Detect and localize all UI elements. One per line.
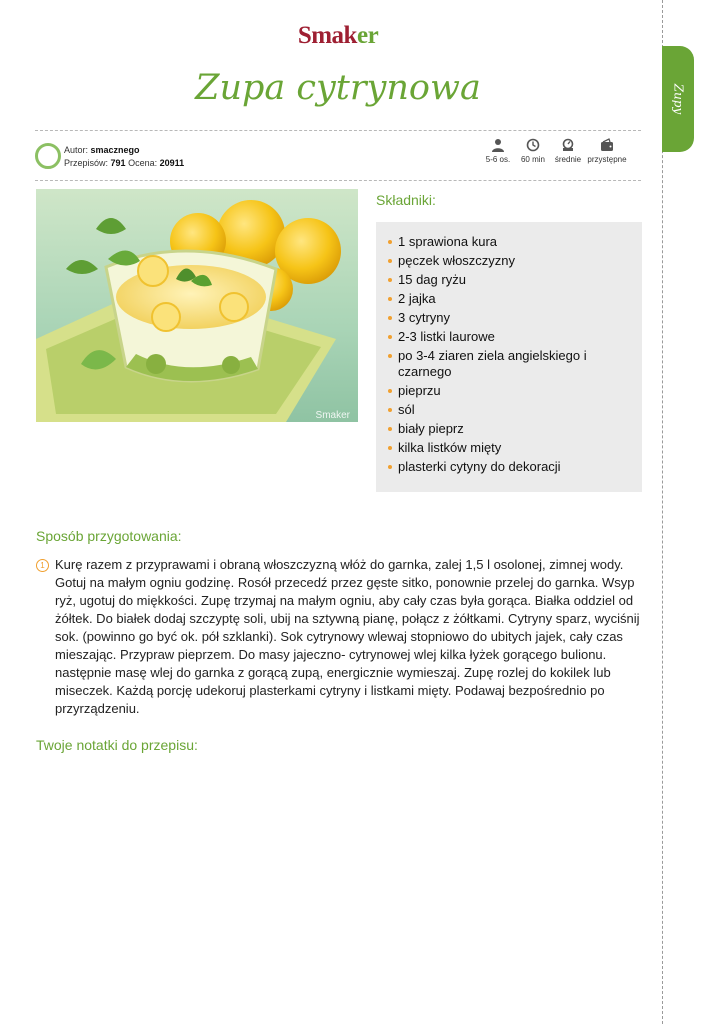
brand-logo-part2: er bbox=[356, 22, 379, 49]
ingredient-item: kilka listków mięty bbox=[388, 440, 632, 456]
ingredient-item: sól bbox=[388, 402, 632, 418]
divider-meta bbox=[35, 180, 641, 181]
brand-logo[interactable] bbox=[0, 22, 676, 50]
ingredient-item: plasterki cytyny do dekoracji bbox=[388, 459, 632, 475]
recipe-photo bbox=[36, 189, 358, 422]
rating-label: Ocena: bbox=[128, 158, 158, 168]
photo-watermark: Smaker bbox=[315, 410, 350, 421]
ingredient-item: po 3-4 ziaren ziela angielskiego i czarnego bbox=[388, 348, 632, 380]
ingredient-item: pęczek włoszczyzny bbox=[388, 253, 632, 269]
author-info bbox=[64, 144, 184, 170]
wallet-icon bbox=[600, 138, 614, 152]
author-label: Autor: bbox=[64, 145, 89, 155]
ingredient-item: 3 cytryny bbox=[388, 310, 632, 326]
notes-heading: Twoje notatki do przepisu: bbox=[36, 737, 198, 753]
ingredient-item: 15 dag ryżu bbox=[388, 272, 632, 288]
ingredient-item: 2 jajka bbox=[388, 291, 632, 307]
category-tab-label: Zupy bbox=[671, 83, 685, 115]
ingredient-item: 2-3 listki laurowe bbox=[388, 329, 632, 345]
chef-hat-icon bbox=[561, 138, 575, 152]
meta-cost-label: przystępne bbox=[587, 155, 627, 164]
meta-servings-label: 5-6 os. bbox=[485, 155, 511, 164]
meta-difficulty-label: średnie bbox=[554, 155, 582, 164]
lemon-soup-photo bbox=[36, 189, 358, 422]
meta-time-label: 60 min bbox=[520, 155, 545, 164]
cut-line bbox=[662, 0, 663, 1024]
step-number: 1 bbox=[36, 559, 49, 572]
avatar[interactable] bbox=[35, 143, 61, 169]
ingredients-heading: Składniki: bbox=[376, 192, 436, 208]
ingredients-list bbox=[376, 222, 642, 475]
ingredient-item: 1 sprawiona kura bbox=[388, 234, 632, 250]
divider-top bbox=[35, 130, 641, 131]
rating-value: 20911 bbox=[159, 158, 185, 168]
recipe-title: Zupa cytrynowa bbox=[195, 68, 481, 108]
author-name[interactable]: smacznego bbox=[90, 145, 140, 155]
meta-cost bbox=[577, 138, 637, 164]
ingredients-box bbox=[376, 222, 642, 492]
preparation-heading: Sposób przygotowania: bbox=[36, 528, 182, 544]
brand-logo-part1: Smak bbox=[297, 22, 357, 49]
step-text: Kurę razem z przyprawami i obraną włoszczyzną włóż do garnka, zalej 1,5 l osolonej, zimnej wody. Gotuj na małym ogniu godzinę. Rosół przecedź przez gęste sitko, ponownie przelej do garnka. Wsyp ryż, ugotuj do miękkości. Zupę trzymaj na małym ogniu, aby cały czas była gorąca. Białka oddziel od żółtek. Do białek dodaj szczyptę soli, ubij na sztywną pianę, połącz z żółtkami. Cytryny sparz, wyciśnij sok. (powinno go być ok. pół szklanki). Sok cytrynowy wlewaj stopniowo do ubitych jajek, cały czas mieszając. Przypraw pieprzem. Do masy jajeczno- cytrynowej wlej kilka łyżek gorącego bulionu. następnie masę wlej do garnka z gorącą zupą, energicznie wymieszaj. Zupę rozlej do kokilek lub miseczek. Każdą porcję udekoruj plasterkami cytryny i listkami mięty. Podawaj bezpośrednio po przyrządzeniu. bbox=[55, 557, 640, 716]
ingredient-item: pieprzu bbox=[388, 383, 632, 399]
recipes-label: Przepisów: bbox=[64, 158, 109, 168]
ingredient-item: biały pieprz bbox=[388, 421, 632, 437]
recipes-count: 791 bbox=[110, 158, 126, 168]
